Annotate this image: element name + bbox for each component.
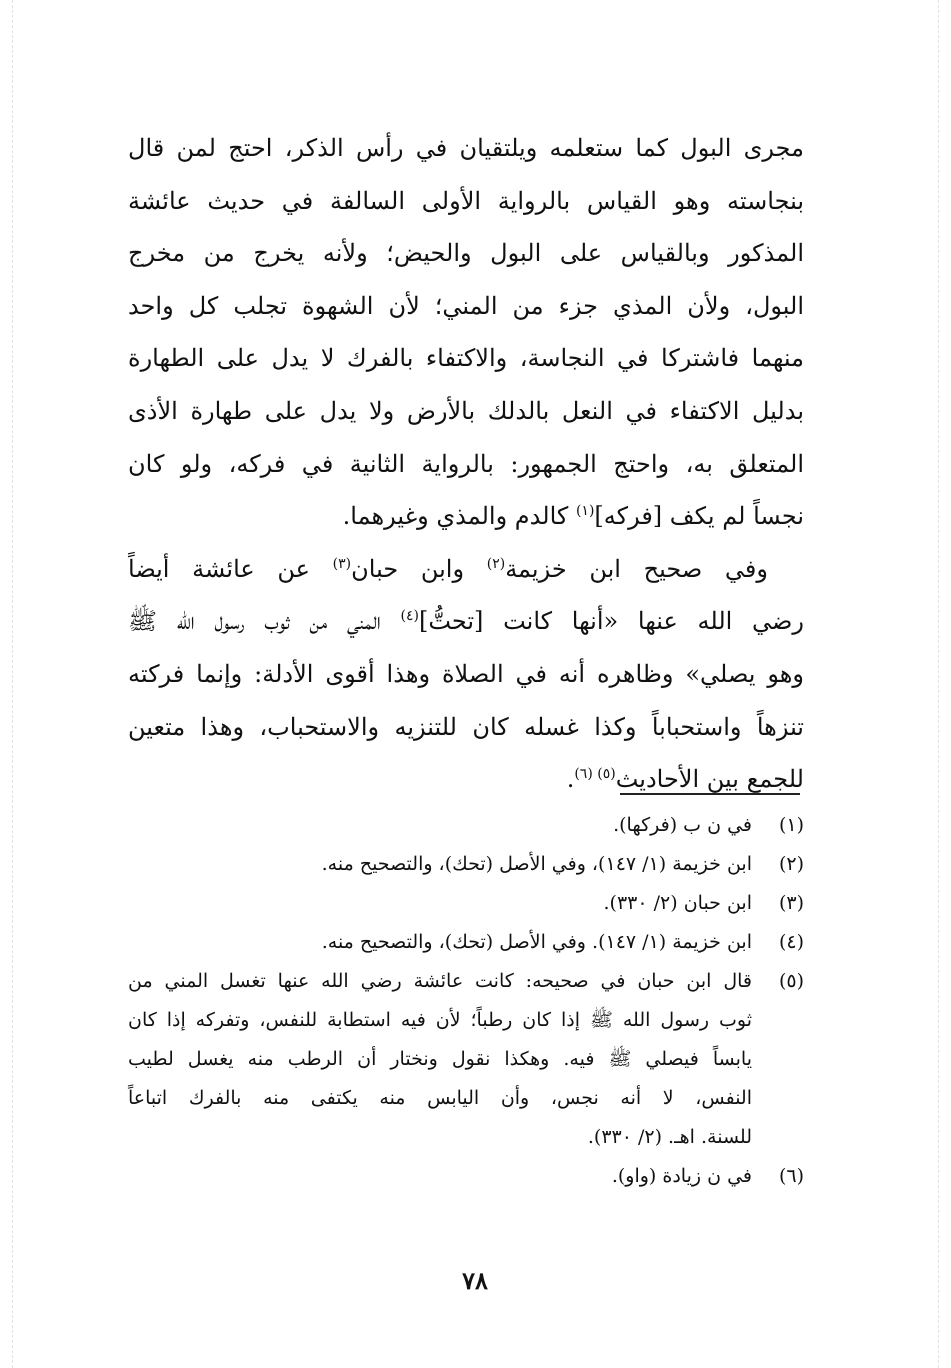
footnote-text bbox=[128, 845, 752, 884]
text-line bbox=[128, 490, 804, 543]
footnote-text bbox=[128, 923, 752, 962]
text-line bbox=[128, 595, 804, 648]
footnote-4 bbox=[128, 923, 804, 962]
main-text bbox=[128, 122, 804, 806]
text-line bbox=[128, 543, 804, 596]
footnote-6 bbox=[128, 1157, 804, 1196]
footnotes bbox=[128, 806, 804, 1196]
text-segment: . bbox=[566, 765, 575, 794]
footnote-number: (٢) bbox=[778, 853, 804, 875]
footnote-line: يابساً فيصلي ﷺ فيه. وهكذا نقول ونختار أن الرطب منه يغسل لطيب bbox=[128, 1048, 752, 1070]
text-segment: نجساً لم يكف [فركه] bbox=[594, 502, 804, 531]
text-line: البول، ولأن المذي جزء من المني؛ لأن الشهوة تجلب كل واحد bbox=[128, 291, 804, 320]
footnote-text bbox=[128, 1157, 752, 1196]
text-segment: كالدم والمذي وغيرهما. bbox=[342, 502, 576, 531]
footnote-line: للسنة. اهـ. (٢/ ٣٣٠). bbox=[587, 1126, 752, 1148]
text-line: وهو يصلي» وظاهره أنه في الصلاة وهذا أقوى الأدلة: وإنما فركته bbox=[128, 659, 804, 688]
text-line: بنجاسته وهو القياس بالرواية الأولى السالفة في حديث عائشة bbox=[128, 186, 804, 215]
footnote-line: ابن خزيمة (١/ ١٤٧)، وفي الأصل (تحك)، والتصحيح منه. bbox=[321, 853, 752, 875]
text-segment: وفي صحيح ابن خزيمة bbox=[505, 554, 768, 583]
text-line: المتعلق به، واحتج الجمهور: بالرواية الثانية في فركه، ولو كان bbox=[128, 449, 804, 478]
footnote-number: (٣) bbox=[778, 892, 804, 914]
footnote-number: (٤) bbox=[778, 931, 804, 953]
text-line: المذكور وبالقياس على البول والحيض؛ ولأنه يخرج من مخرج bbox=[128, 239, 804, 268]
footnote-number: (٥) bbox=[778, 970, 804, 992]
footnote-line: قال ابن حبان في صحيحه: كانت عائشة رضي الله عنها تغسل المني من bbox=[128, 970, 752, 992]
footnote-number: (٦) bbox=[778, 1165, 804, 1187]
paragraph-2 bbox=[128, 543, 804, 806]
text-line: تنزهاً واستحباباً وكذا غسله كان للتنزيه والاستحباب، وهذا متعين bbox=[128, 712, 804, 741]
footnote-line: في ن ب (فركها). bbox=[613, 814, 752, 836]
scan-edge-left bbox=[12, 0, 14, 1368]
footnote-line: في ن زيادة (واو). bbox=[611, 1165, 752, 1187]
footnote-line: ابن حبان (٢/ ٣٣٠). bbox=[603, 892, 752, 914]
text-segment: وابن حبان bbox=[351, 554, 487, 583]
text-line: منهما فاشتركا في النجاسة، والاكتفاء بالفرك لا يدل على الطهارة bbox=[128, 344, 804, 373]
footnote-marker-5-6[interactable]: (٥) (٦) bbox=[574, 766, 616, 783]
footnote-1 bbox=[128, 806, 804, 845]
page-number: ٧٨ bbox=[462, 1266, 488, 1295]
paragraph-1 bbox=[128, 122, 804, 543]
text-segment: للجمع بين الأحاديث bbox=[615, 765, 804, 794]
footnote-separator bbox=[620, 793, 800, 795]
footnote-2 bbox=[128, 845, 804, 884]
footnote-3 bbox=[128, 884, 804, 923]
text-line bbox=[128, 753, 804, 806]
text-segment: المني من ثوب رسول الله ﷺ bbox=[128, 607, 401, 636]
scan-edge-right bbox=[938, 0, 940, 1368]
text-line: بدليل الاكتفاء في النعل بالدلك بالأرض ولا يدل على طهارة الأذى bbox=[128, 396, 804, 425]
footnote-marker-1[interactable]: (١) bbox=[575, 503, 595, 520]
footnote-text bbox=[128, 806, 752, 845]
footnote-line: ابن خزيمة (١/ ١٤٧). وفي الأصل (تحك)، والتصحيح منه. bbox=[321, 931, 752, 953]
text-line: مجرى البول كما ستعلمه ويلتقيان في رأس الذكر، احتج لمن قال bbox=[128, 134, 804, 162]
footnote-line: ثوب رسول الله ﷺ إذا كان رطباً؛ لأن فيه استطابة للنفس، وتفركه إذا كان bbox=[128, 1009, 752, 1031]
footnote-5 bbox=[128, 962, 804, 1157]
text-segment: عن عائشة أيضاً bbox=[128, 554, 333, 583]
footnote-marker-2[interactable]: (٢) bbox=[486, 555, 506, 572]
footnote-marker-3[interactable]: (٣) bbox=[332, 555, 352, 572]
footnote-marker-4[interactable]: (٤) bbox=[400, 608, 419, 625]
footnote-line: النفس، لا أنه نجس، وأن اليابس منه يكتفى منه بالفرك اتباعاً bbox=[128, 1087, 752, 1109]
footnote-text bbox=[128, 962, 752, 1157]
footnote-text bbox=[128, 884, 752, 923]
footnote-number: (١) bbox=[778, 814, 804, 836]
text-segment: رضي الله عنها «أنها كانت [تحتُّ] bbox=[418, 607, 804, 636]
